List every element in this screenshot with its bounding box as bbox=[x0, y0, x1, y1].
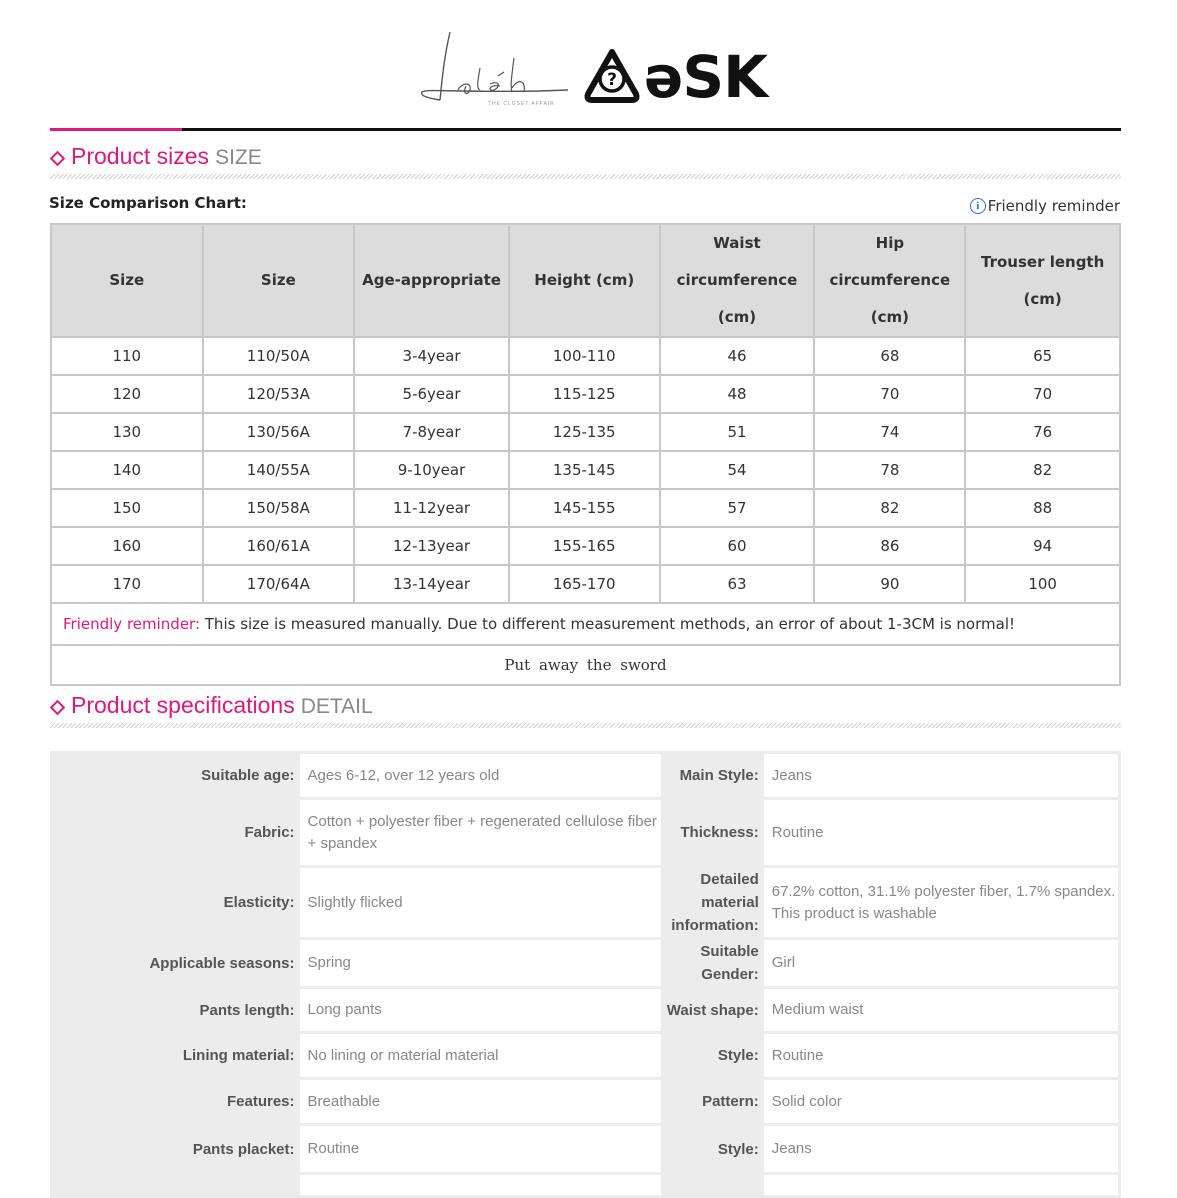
table-cell: 94 bbox=[966, 528, 1119, 564]
table-cell: 160/61A bbox=[204, 528, 354, 564]
spec-key: Suitable age: bbox=[53, 754, 297, 797]
table-cell: 88 bbox=[966, 490, 1119, 526]
col-header: Height (cm) bbox=[510, 225, 659, 336]
svg-text:?: ? bbox=[607, 70, 617, 90]
sizes-section-subtitle: SIZE bbox=[215, 146, 262, 169]
size-comparison-table bbox=[50, 223, 1121, 686]
spec-key: Waist shape: bbox=[664, 989, 761, 1031]
spec-key: Suitable Gender: bbox=[664, 940, 761, 986]
spec-section-header bbox=[50, 692, 1121, 722]
info-icon: i bbox=[970, 198, 986, 214]
collapse-row bbox=[52, 646, 1119, 684]
spec-section-subtitle: DETAIL bbox=[300, 695, 373, 718]
laleh-tagline: THE CLOSET AFFAIR bbox=[488, 101, 555, 107]
size-chart-label: Size Comparison Chart: bbox=[49, 194, 247, 212]
table-cell: 78 bbox=[815, 452, 964, 488]
table-cell: 7-8year bbox=[355, 414, 508, 450]
diamond-icon bbox=[50, 700, 66, 716]
laleh-logo bbox=[418, 28, 578, 110]
spec-row bbox=[53, 1080, 1118, 1123]
table-row bbox=[52, 528, 1119, 564]
sizes-dotted-divider bbox=[50, 174, 1121, 179]
table-cell: 90 bbox=[815, 566, 964, 602]
spec-value: 67.2% cotton, 31.1% polyester fiber, 1.7% spandex. This product is washable bbox=[764, 868, 1118, 937]
table-cell: 57 bbox=[661, 490, 814, 526]
friendly-reminder-label: Friendly reminder bbox=[987, 197, 1120, 215]
table-cell: 100-110 bbox=[510, 338, 659, 374]
table-cell: 46 bbox=[661, 338, 814, 374]
spec-row bbox=[53, 868, 1118, 937]
col-header: Size bbox=[52, 225, 202, 336]
table-cell: 11-12year bbox=[355, 490, 508, 526]
note-label: Friendly reminder: bbox=[63, 615, 200, 633]
spec-value: Cotton + polyester fiber + regenerated cellulose fiber + spandex bbox=[300, 800, 661, 865]
spec-key: Thickness: bbox=[664, 800, 761, 865]
col-header: Size bbox=[204, 225, 354, 336]
table-cell: 160 bbox=[52, 528, 202, 564]
spec-row bbox=[53, 940, 1118, 986]
table-cell: 110/50A bbox=[204, 338, 354, 374]
col-header: Hip circumference (cm) bbox=[815, 225, 964, 336]
spec-value: Solid color bbox=[764, 1080, 1118, 1123]
spec-value: Routine bbox=[764, 1034, 1118, 1077]
ask-question-icon bbox=[584, 48, 640, 104]
table-cell: 100 bbox=[966, 566, 1119, 602]
sizes-section-header bbox=[50, 143, 1121, 173]
table-cell: 76 bbox=[966, 414, 1119, 450]
spec-value: Girl bbox=[764, 940, 1118, 986]
spec-key: Style: bbox=[664, 1034, 761, 1077]
table-cell: 68 bbox=[815, 338, 964, 374]
col-header: Age-appropriate bbox=[355, 225, 508, 336]
spec-value: Jeans bbox=[764, 754, 1118, 797]
col-header: Trouser length (cm) bbox=[966, 225, 1119, 336]
spec-row bbox=[53, 989, 1118, 1031]
table-cell: 120/53A bbox=[204, 376, 354, 412]
table-cell: 170/64A bbox=[204, 566, 354, 602]
table-cell: 13-14year bbox=[355, 566, 508, 602]
table-cell: 86 bbox=[815, 528, 964, 564]
table-cell: 9-10year bbox=[355, 452, 508, 488]
spec-value: Routine bbox=[300, 1126, 661, 1172]
table-cell: 135-145 bbox=[510, 452, 659, 488]
friendly-reminder-link[interactable] bbox=[970, 197, 1120, 215]
spec-key: Features: bbox=[53, 1080, 297, 1123]
brand-header bbox=[0, 0, 1177, 125]
table-cell: 115-125 bbox=[510, 376, 659, 412]
table-cell: 170 bbox=[52, 566, 202, 602]
table-cell: 3-4year bbox=[355, 338, 508, 374]
spec-table bbox=[50, 751, 1121, 1198]
table-cell: 130/56A bbox=[204, 414, 354, 450]
spec-value: Medium waist bbox=[764, 989, 1118, 1031]
spec-value: Spring bbox=[300, 940, 661, 986]
table-cell: 70 bbox=[815, 376, 964, 412]
table-cell: 54 bbox=[661, 452, 814, 488]
table-cell: 5-6year bbox=[355, 376, 508, 412]
spec-key: Applicable seasons: bbox=[53, 940, 297, 986]
spec-key: Pants length: bbox=[53, 989, 297, 1031]
spec-key: Lining material: bbox=[53, 1034, 297, 1077]
table-cell: 82 bbox=[966, 452, 1119, 488]
table-cell: 125-135 bbox=[510, 414, 659, 450]
table-cell: 82 bbox=[815, 490, 964, 526]
table-cell: 155-165 bbox=[510, 528, 659, 564]
spec-value: No lining or material material bbox=[300, 1034, 661, 1077]
table-cell: 145-155 bbox=[510, 490, 659, 526]
spec-row bbox=[53, 1126, 1118, 1172]
spec-dotted-divider bbox=[50, 723, 1121, 728]
col-header: Waist circumference (cm) bbox=[661, 225, 814, 336]
table-row bbox=[52, 338, 1119, 374]
table-cell: 110 bbox=[52, 338, 202, 374]
spec-key: Pattern: bbox=[664, 1080, 761, 1123]
spec-key: Fabric: bbox=[53, 800, 297, 865]
table-row bbox=[52, 490, 1119, 526]
spec-row bbox=[53, 754, 1118, 797]
spec-value: Slightly flicked bbox=[300, 868, 661, 937]
table-cell: 12-13year bbox=[355, 528, 508, 564]
table-cell: 150/58A bbox=[204, 490, 354, 526]
table-row bbox=[52, 414, 1119, 450]
spec-key: Pants placket: bbox=[53, 1126, 297, 1172]
diamond-icon bbox=[50, 151, 66, 167]
table-cell: 70 bbox=[966, 376, 1119, 412]
table-row bbox=[52, 452, 1119, 488]
table-cell: 150 bbox=[52, 490, 202, 526]
table-cell: 74 bbox=[815, 414, 964, 450]
spec-row bbox=[53, 800, 1118, 865]
spec-row bbox=[53, 1034, 1118, 1077]
spec-key: Elasticity: bbox=[53, 868, 297, 937]
top-divider bbox=[50, 128, 1121, 131]
table-cell: 65 bbox=[966, 338, 1119, 374]
table-cell: 165-170 bbox=[510, 566, 659, 602]
spec-value: Jeans bbox=[764, 1126, 1118, 1172]
spec-value: Long pants bbox=[300, 989, 661, 1031]
friendly-reminder-note bbox=[52, 604, 1119, 644]
sizes-section-title: Product sizes bbox=[71, 143, 210, 169]
ask-logo-text: əSK bbox=[644, 43, 768, 111]
put-away-toggle[interactable]: Put away the sword bbox=[52, 646, 1119, 684]
spec-key: Main Style: bbox=[664, 754, 761, 797]
table-cell: 51 bbox=[661, 414, 814, 450]
table-cell: 130 bbox=[52, 414, 202, 450]
top-divider-accent bbox=[50, 128, 182, 131]
table-cell: 63 bbox=[661, 566, 814, 602]
reminder-row bbox=[52, 604, 1119, 644]
table-cell: 120 bbox=[52, 376, 202, 412]
table-cell: 48 bbox=[661, 376, 814, 412]
size-table-header-row bbox=[52, 225, 1119, 336]
table-cell: 60 bbox=[661, 528, 814, 564]
spec-section-title: Product specifications bbox=[71, 692, 295, 718]
table-cell: 140 bbox=[52, 452, 202, 488]
spec-value: Routine bbox=[764, 800, 1118, 865]
table-row bbox=[52, 566, 1119, 602]
spec-key: Detailed material information: bbox=[664, 868, 761, 937]
table-row bbox=[52, 376, 1119, 412]
spec-key: Style: bbox=[664, 1126, 761, 1172]
note-text: This size is measured manually. Due to different measurement methods, an error of about 1-3CM is normal! bbox=[200, 615, 1015, 633]
table-cell: 140/55A bbox=[204, 452, 354, 488]
spec-value: Ages 6-12, over 12 years old bbox=[300, 754, 661, 797]
spec-value: Breathable bbox=[300, 1080, 661, 1123]
spec-row bbox=[53, 1175, 1118, 1195]
